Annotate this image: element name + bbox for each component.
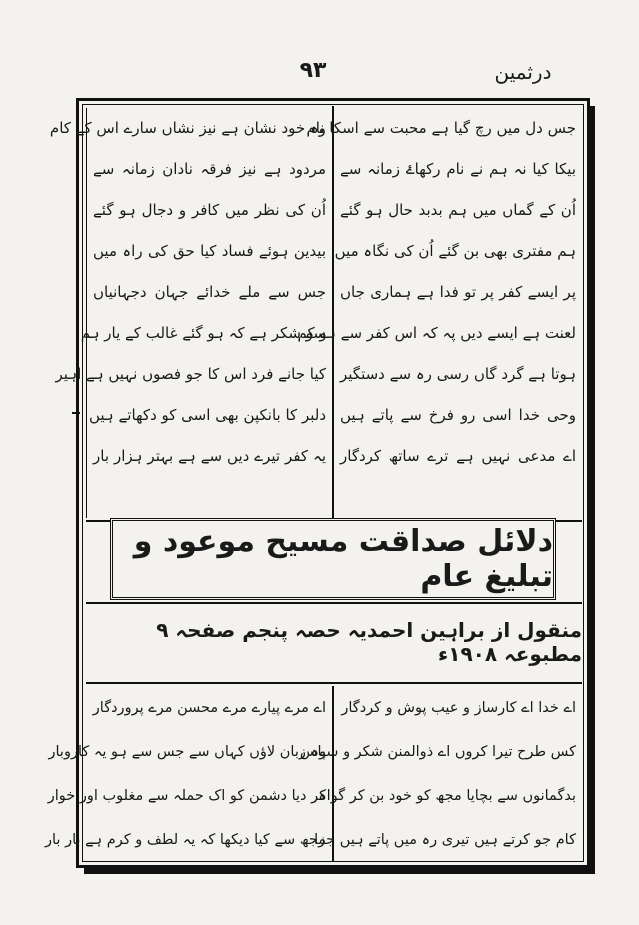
verse-line: مجھ سے کیا دیکھا کہ یہ لطف و کرم ہے بار بار [45,832,326,848]
frame-shadow-right [590,106,595,874]
verse-line: جس سے ملے خدائے جہان دجہانیاں [93,283,326,301]
frame-shadow-bottom [84,868,595,874]
verse-line: یہ کفر تیرے دیں سے ہے بہتر ہزار بار [93,447,326,465]
verse-line: وحی خدا اسی رو فرخ سے پاتے ہیں [340,406,576,424]
verse-line: بیدین ہوئے فساد کیا حق کی راہ میں [93,242,326,260]
verse-line: جس دل میں رچ گیا ہے محبت سے اسکا نام [306,119,576,137]
section-title-box [110,518,556,600]
verse-line: کام جو کرتے ہیں تیری رہ میں پاتے ہیں جزا [314,832,576,848]
verse-line: بیکا کیا نہ ہم نے نام رکھاۓ زمانہ سے [340,160,576,178]
page-number: ۹۳ [299,58,327,83]
verse-line: اے مرے پیارے مرے محسن مرے پروردگار [92,700,326,716]
section-rule-bottom [86,682,582,684]
verse-line: کر دیا دشمن کو اک حملہ سے مغلوب اور خوار [47,788,326,804]
verse-line: وہ زبان لاؤں کہاں سے جس سے ہو یہ کاروبار [48,744,326,760]
verse-line: بدگمانوں سے بچایا مجھ کو خود بن کر گواہ [318,788,576,804]
verse-line: ہوتا ہے گرد گاں رسی رہ سے دستگیر [340,365,576,383]
verse-line: ہم مفتری بھی بن گئے اُن کی نگاہ میں [334,242,576,260]
verse-line: اے مدعی نہیں ہے ترے ساتھ کردگار [340,447,576,465]
verse-line: وہ خود نشان ہے نیز نشاں سارے اس کے کام [49,119,326,137]
verse-line: پر ایسے کفر پر تو فدا ہے ہماری جاں [340,283,576,301]
poem-right-column-top [297,108,582,518]
verse-line: مردود ہے نیز فرقہ نادان زمانہ سے [93,160,326,178]
verse-line: اُن کے گماں میں ہم بدبد حال ہو گئے [340,201,576,219]
verse-line: اے خدا اے کارساز و عیب پوش و کردگار [341,700,576,716]
verse-line: سو شکر ہے کہ ہو گئے غالب کے یار ہم [80,324,326,342]
verse-line: اُن کی نظر میں کافر و دجال ہو گئے [93,201,326,219]
poem-right-column-bottom [299,686,582,862]
verse-line: دلبر کا بانکپن بھی اسی کو دکھاتے ہیں [88,406,326,424]
verse-line: کس طرح تیرا کروں اے ذوالمنن شکر و سپاس [299,744,576,760]
source-citation: منقول از براہین احمدیہ حصہ پنجم صفحہ ۹ مطبوعہ ۱۹۰۸ء [156,618,582,666]
verse-line: لعنت ہے ایسے دیں پہ کہ اس کفر سے ہو کم [297,324,576,342]
section-title: دلائل صداقت مسیح موعود و تبلیغ عام [133,524,553,594]
poem-left-column-top [49,108,332,518]
running-header-title: درثمین [494,60,552,84]
verse-line: کیا جانے فرد اس کا جو فصوں نہیں ہے اہیر [55,365,326,383]
poem-left-column-bottom [45,686,332,862]
margin-mark [72,412,80,414]
